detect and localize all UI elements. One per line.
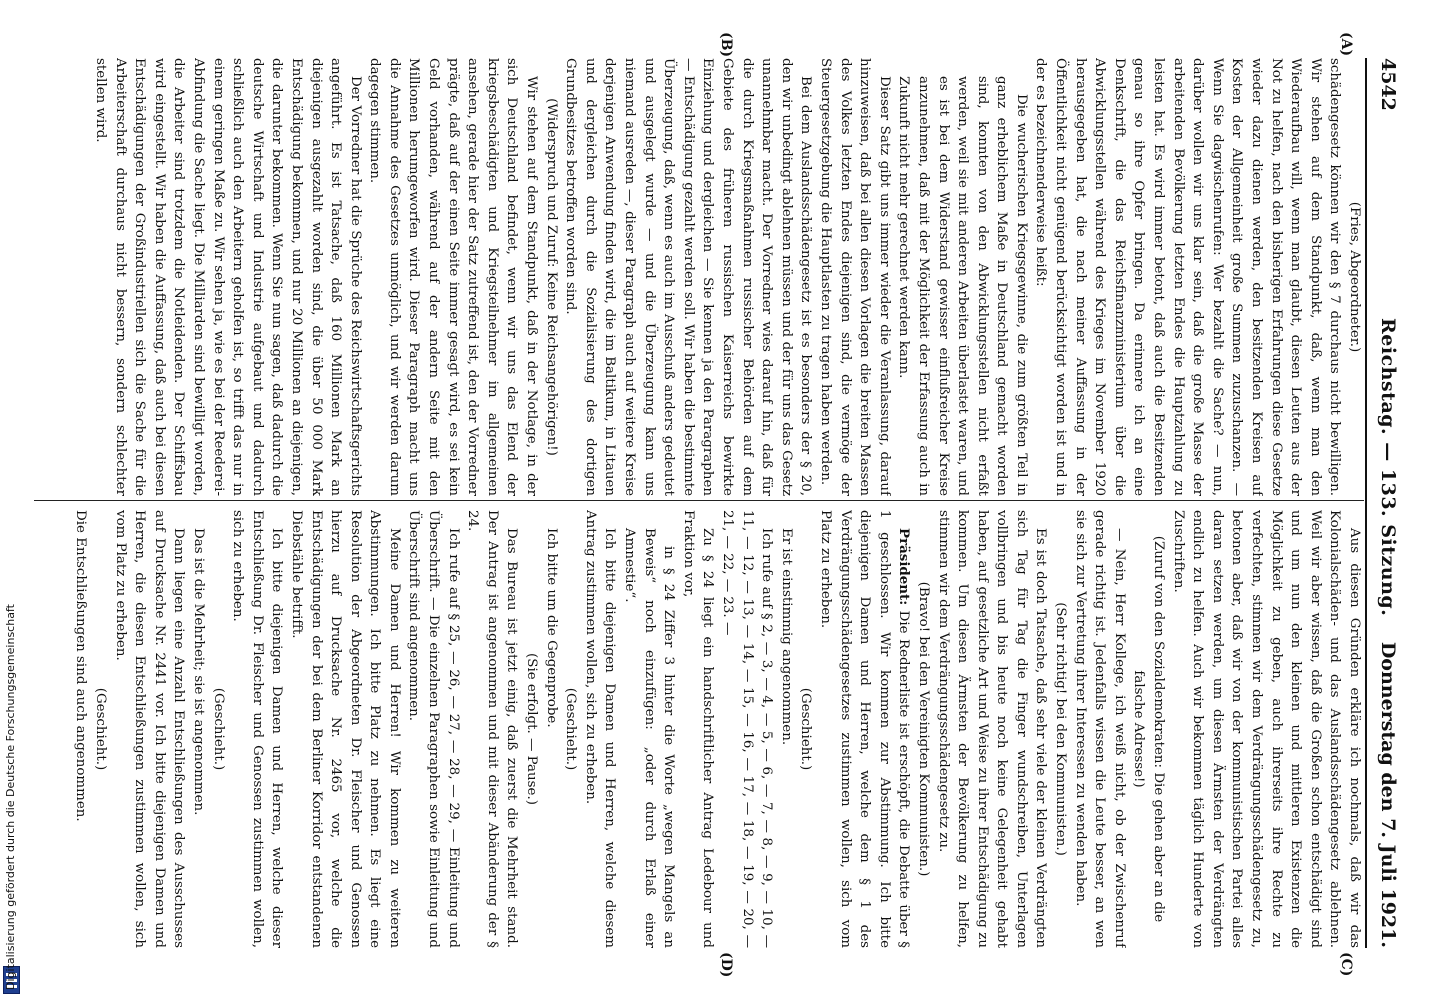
paragraph: Wir stehen auf dem Standpunkt, daß in der Notlage, in der sich Deutschland befindet, wenn wir uns das Elend der kriegsbeschädigten und Kriegsteilnehmer im allgemeinen ansehen, gerade hier der Satz zutreffend ist, den der Vorredner prägte, daß auf der einen Seite immer gesagt wird, es sei kein Geld vorhanden, während auf der andern Seite mit den Millionen herumgeworfen wird. Dieser Paragraph macht uns die Annahme des Gesetzes unmöglich, und wir werden darum dagegen stimmen.	[367, 58, 540, 496]
quote-paragraph: in § 24 Ziffer 3 hinter die Worte „wegen Mangels an Beweis“ noch einzufügen: „oder durch Erlaß einer Amnestie“.	[622, 528, 677, 948]
paragraph: Das Bureau ist jetzt einig, daß zuerst die Mehrheit stand. Der Antrag ist angenommen und mit dieser Abänderung der § 24.	[465, 510, 520, 948]
interjection: (Zuruf von den Sozialdemokraten: Die gehen aber an die falsche Adresse!)	[1131, 535, 1167, 923]
left-column	[24, 58, 1364, 496]
digitization-footer	[0, 0, 22, 1000]
session-date: Donnerstag den 7. Juli 1921.	[1377, 641, 1399, 948]
paragraph: Ich rufe auf § 25, — 26, — 27, — 28, — 29, — Einleitung und Überschrift. — Die einzelnen Paragraphen sowie Einleitung und Überschrift sind angenommen.	[406, 510, 461, 948]
interjection: (Widerspruch und Zuruf: Keine Reichsangehörigen!)	[543, 98, 559, 456]
paragraph: Es ist doch Tatsache, daß sehr viele der kleinen Verdrängten sich Tag für Tag die Finger wundschreiben, Unterlagen vollbringen und bis heute noch keine Gelegenheit gehabt haben, auf gesetzliche Art und Weise zu ihrer Entschädigung zu kommen. Um diesen Ärmsten der Bevölkerung zu helfen, stimmen wir dem Verdrängungsschädengesetz zu.	[935, 510, 1049, 948]
paragraph: schädengesetz können wir den § 7 durchaus nicht bewilligen. Wir stehen auf dem Standpunkt, daß, wenn man den Wiederaufbau will, wenn man glaubt, diesen Leuten aus der Not zu helfen, nach den bisherigen Erfahrungen diese Gesetze wieder dazu dienen werden, den besitzenden Kreisen auf Kosten der Allgemeinheit große Summen zuzuschanzen. — Wenn Sie dagwischenrufen: Wer bezahlt die Sache? — nun, darüber wollen wir uns klar sein, daß die große Masse der arbeitenden Bevölkerung letzten Endes die Hauptzahlung zu leisten hat. Es wird immer betont, daß auch die Besitzenden genau so ihre Opfer bringen. Da erinnere ich an eine Denkschrift, die das Reichsfinanzministerium über die Abwicklungsstellen während des Krieges im November 1920 herausgegeben hat, die nach meiner Auffassung in der Öffentlichkeit nicht genügend berücksichtigt worden ist und in der es bezeichnenderweise heißt:	[1033, 58, 1343, 496]
paragraph: Meine Damen und Herren! Wir kommen zu weiteren Abstimmungen. Ich bitte Platz zu nehmen. Es liegt eine Resolution der Abgeordneten Dr. Fleischer und Genossen hierzu auf Drucksache Nr. 2465 vor, welche die Entschädigungen der bei dem Berliner Korridor entstandenen Diebstähle betrifft.	[288, 510, 402, 948]
paragraph: Zu § 24 liegt ein handschriftlicher Antrag Ledebour und Fraktion vor,	[680, 510, 716, 948]
president-paragraph	[815, 510, 913, 948]
page-title: Reichstag. — 133. Sitzung.	[1377, 318, 1399, 617]
paragraph: Ich bitte diejenigen Damen und Herren, welche dieser Entschließung Dr. Fleischer und Genossen zustimmen wollen, sich zu erheben.	[230, 510, 285, 948]
paragraph: Ich bitte um die Gegenprobe.	[543, 528, 559, 728]
paragraph: Ich rufe auf § 2, — 3, — 4, — 5, — 6, — 7, — 8, — 9, — 10, — 11, — 12, — 13, — 14, — 15, — 16, — 17, — 18, — 19, — 20, — 21, — 22, — 23. —	[720, 510, 775, 948]
paragraph: Ich bitte diejenigen Damen und Herren, welche diesem Antrag zustimmen wollen, sich zu erheben.	[582, 510, 618, 948]
president-label: Präsident:	[896, 528, 913, 606]
paragraph: Bei dem Auslandsschädengesetz ist es besonders der § 20, den wir unbedingt ablehnen müssen und der für uns das Gesetz unannehmbar macht. Der Vorredner wies darauf hin, daß für die durch Kriegsmaßnahmen russischer Behörden auf dem Gebiete des früheren russischen Kaiserreichs bewirkte Einziehung und dergleichen — Sie kennen ja den Paragraphen — Entschädigung gezahlt werden soll. Wir haben die bestimmte Überzeugung, daß, wenn es auch im Ausschuß anders gedeutet und ausgelegt wurde — und die Überzeugung kann uns niemand ausreden —, dieser Paragraph auch auf weitere Kreise derjenigen Anwendung finden wird, die im Baltikum, in Litauen und dergleichen durch die Sozialisierung des dortigen Grundbesitzes betroffen worden sind.	[563, 58, 814, 496]
interjection: (Geschieht.)	[93, 687, 108, 771]
digitization-credit: Digitalisierung gefördert durch die Deutsche Forschungsgemeinschaft	[4, 604, 17, 990]
paragraph: Dieser Satz gibt uns immer wieder die Veranlassung, darauf hinzuweisen, daß bei allen diesen Vorlagen die breiten Massen des Volkes letzten Endes diejenigen sind, die vermöge der Steuergesetzgebung die Hauptlasten zu tragen haben werden.	[817, 58, 892, 496]
paragraph: Der Vorredner hat die Sprüche des Reichswirtschaftsgerichts angeführt. Es ist Tatsache, daß 160 Millionen Mark an diejenigen ausgezahlt worden sind, die über 50 000 Mark Entschädigung bekommen, und nur 20 Millionen an diejenigen, die darunter bekommen. Wenn Sie nun sagen, daß dadurch die deutsche Wirtschaft und Industrie aufgebaut und dadurch schließlich auch den Arbeitern geholfen ist, so trifft das nur in einem geringen Maße zu. Wir sehen ja, wie es bei der Reederei-Abfindung die Sache liegt. Die Milliarden sind bewilligt worden, die Arbeiter sind trotzdem die Notleidenden. Der Schiffsbau wird eingestellt. Wir haben die Auffassung, daß auch bei diesen Entschädigungen der Großindustriellen sich die Sache für die Arbeiterschaft durchaus nicht bessern, sondern schlechter stellen wird.	[93, 58, 363, 496]
interjection: (Sehr richtig! bei den Kommunisten.)	[1053, 602, 1069, 856]
page-number: 4542	[1377, 58, 1399, 111]
speaker-line: (Fries, Abgeordneter.)	[1347, 201, 1362, 353]
paragraph: Die Entschließungen sind auch angenommen.	[73, 510, 89, 822]
interjection: (Geschieht.)	[563, 687, 579, 771]
paragraph: — Nein, Herr Kollege, ich weiß nicht, ob der Zwischenruf gerade richtig ist. Jedenfalls wissen die Leute besser, an wen sie sich zur Vertretung ihrer Interessen zu wenden haben.	[1072, 510, 1127, 948]
margin-mark-b: (B)	[718, 32, 734, 58]
column-divider	[34, 500, 1364, 501]
president-text: Die Rednerliste ist erschöpft, die Debatte über § 1 geschlossen. Wir kommen zur Abstimmung. Ich bitte diejenigen Damen und Herren, welche dem § 1 des Verdrängungsschädengesetzes zustimmen wollen, sich vom Platz zu erheben.	[817, 510, 912, 948]
paragraph: Dann liegen eine Anzahl Entschließungen des Ausschusses auf Drucksache Nr. 2441 vor. Ich bitte diejenigen Damen und Herren, die diesen Entschließungen zustimmen wollen, sich vom Platz zu erheben.	[112, 510, 187, 948]
interjection: (Geschieht.)	[798, 687, 814, 771]
margin-mark-d: (D)	[718, 952, 734, 978]
quote-paragraph: Die wucherischen Kriegsgewinne, die zum größten Teil in ganz erheblichem Maße in Deutschland gemacht worden sind, konnten von den Abwicklungsstellen nicht erfaßt werden, weil sie mit anderen Arbeiten überlastet waren, und es ist bei dem Widerstand gewisser einflußreicher Kreise anzunehmen, daß mit der Möglichkeit der Erfassung auch in Zukunft nicht mehr gerechnet werden kann.	[896, 76, 1029, 496]
page-header	[1365, 58, 1401, 948]
paragraph: Er ist einstimmig angenommen.	[778, 528, 794, 746]
margin-mark-c: (C)	[1338, 952, 1354, 977]
interjection: (Geschieht.)	[210, 687, 226, 771]
paragraph: Das ist die Mehrheit; sie ist angenommen.	[190, 528, 206, 816]
margin-mark-a: (A)	[1338, 32, 1354, 57]
paragraph: Aus diesen Gründen erkläre ich nochmals, daß wir das Kolonialschäden- und das Auslandsschädengesetz ablehnen. Weil wir aber wissen, daß die Großen schon entschädigt sind und um nun den kleinen und mittleren Existenzen die Möglichkeit zu geben, auch ihrerseits ihre Rechte zu verfechten, stimmen wir dem Verdrängungsschädengesetz zu, betonen aber, daß wir von der kommunistischen Partei alles daran setzen werden, um diesen Ärmsten der Verdrängten endlich zu helfen. Auch wir bekommen täglich Hunderte von Zuschriften.	[1170, 510, 1362, 948]
right-column	[24, 510, 1364, 948]
interjection: (Sie erfolgt. — Pause.)	[524, 653, 540, 805]
interjection: (Bravo! bei den Vereinigten Kommunisten.)	[915, 581, 931, 877]
